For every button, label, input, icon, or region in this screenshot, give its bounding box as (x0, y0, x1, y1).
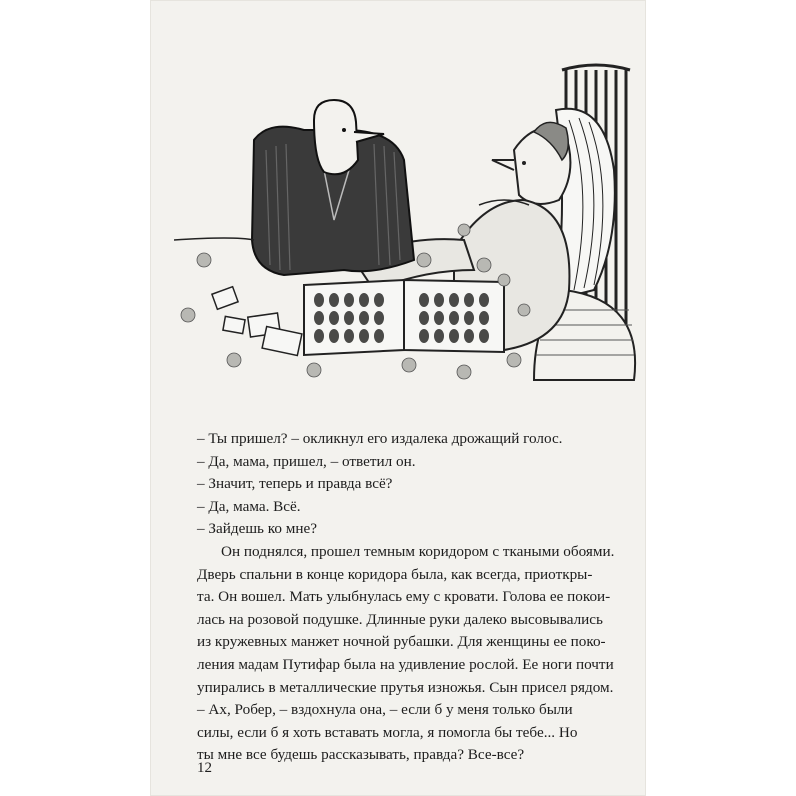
book-page (150, 0, 646, 796)
text-line: Дверь спальни в конце коридора была, как всегда, приоткры- (197, 565, 593, 583)
story-text (197, 428, 631, 767)
text-line: лась на розовой подушке. Длинные руки далеко высовывались (197, 610, 603, 628)
dialogue-line: – Да, мама, пришел, – ответил он. (197, 452, 416, 470)
man-figure (252, 100, 414, 275)
text-line: ления мадам Путифар была на удивление рослой. Ее ноги почти (197, 655, 614, 673)
text-line: та. Он вошел. Мать улыбнулась ему с кровати. Голова ее покои- (197, 588, 611, 606)
illustration (174, 60, 646, 390)
dialogue-line: – Зайдешь ко мне? (197, 520, 317, 538)
dialogue-line: – Да, мама. Всё. (197, 497, 301, 515)
loose-photos (212, 287, 302, 356)
text-line: силы, если б я хоть вставать могла, я помогла бы тебе... Но (197, 723, 578, 741)
mother-head (492, 122, 570, 204)
text-line: из кружевных манжет ночной рубашки. Для женщины ее поко- (197, 633, 606, 651)
text-line: ты мне все будешь рассказывать, правда? Все-все? (197, 746, 525, 764)
table (174, 238, 254, 240)
photo-album (304, 280, 504, 355)
dialogue-line: – Ты пришел? – окликнул его издалека дрожащий голос. (197, 430, 563, 447)
dialogue-line: – Значит, теперь и правда всё? (197, 475, 393, 493)
text-line: Он поднялся, прошел темным коридором с ткаными обоями. (221, 542, 615, 560)
page-number: 12 (197, 760, 212, 776)
text-line: упирались в металлические прутья изножья. Сын присел рядом. (197, 678, 614, 696)
dialogue-line: – Ах, Робер, – вздохнула она, – если б у меня только были (197, 701, 573, 719)
